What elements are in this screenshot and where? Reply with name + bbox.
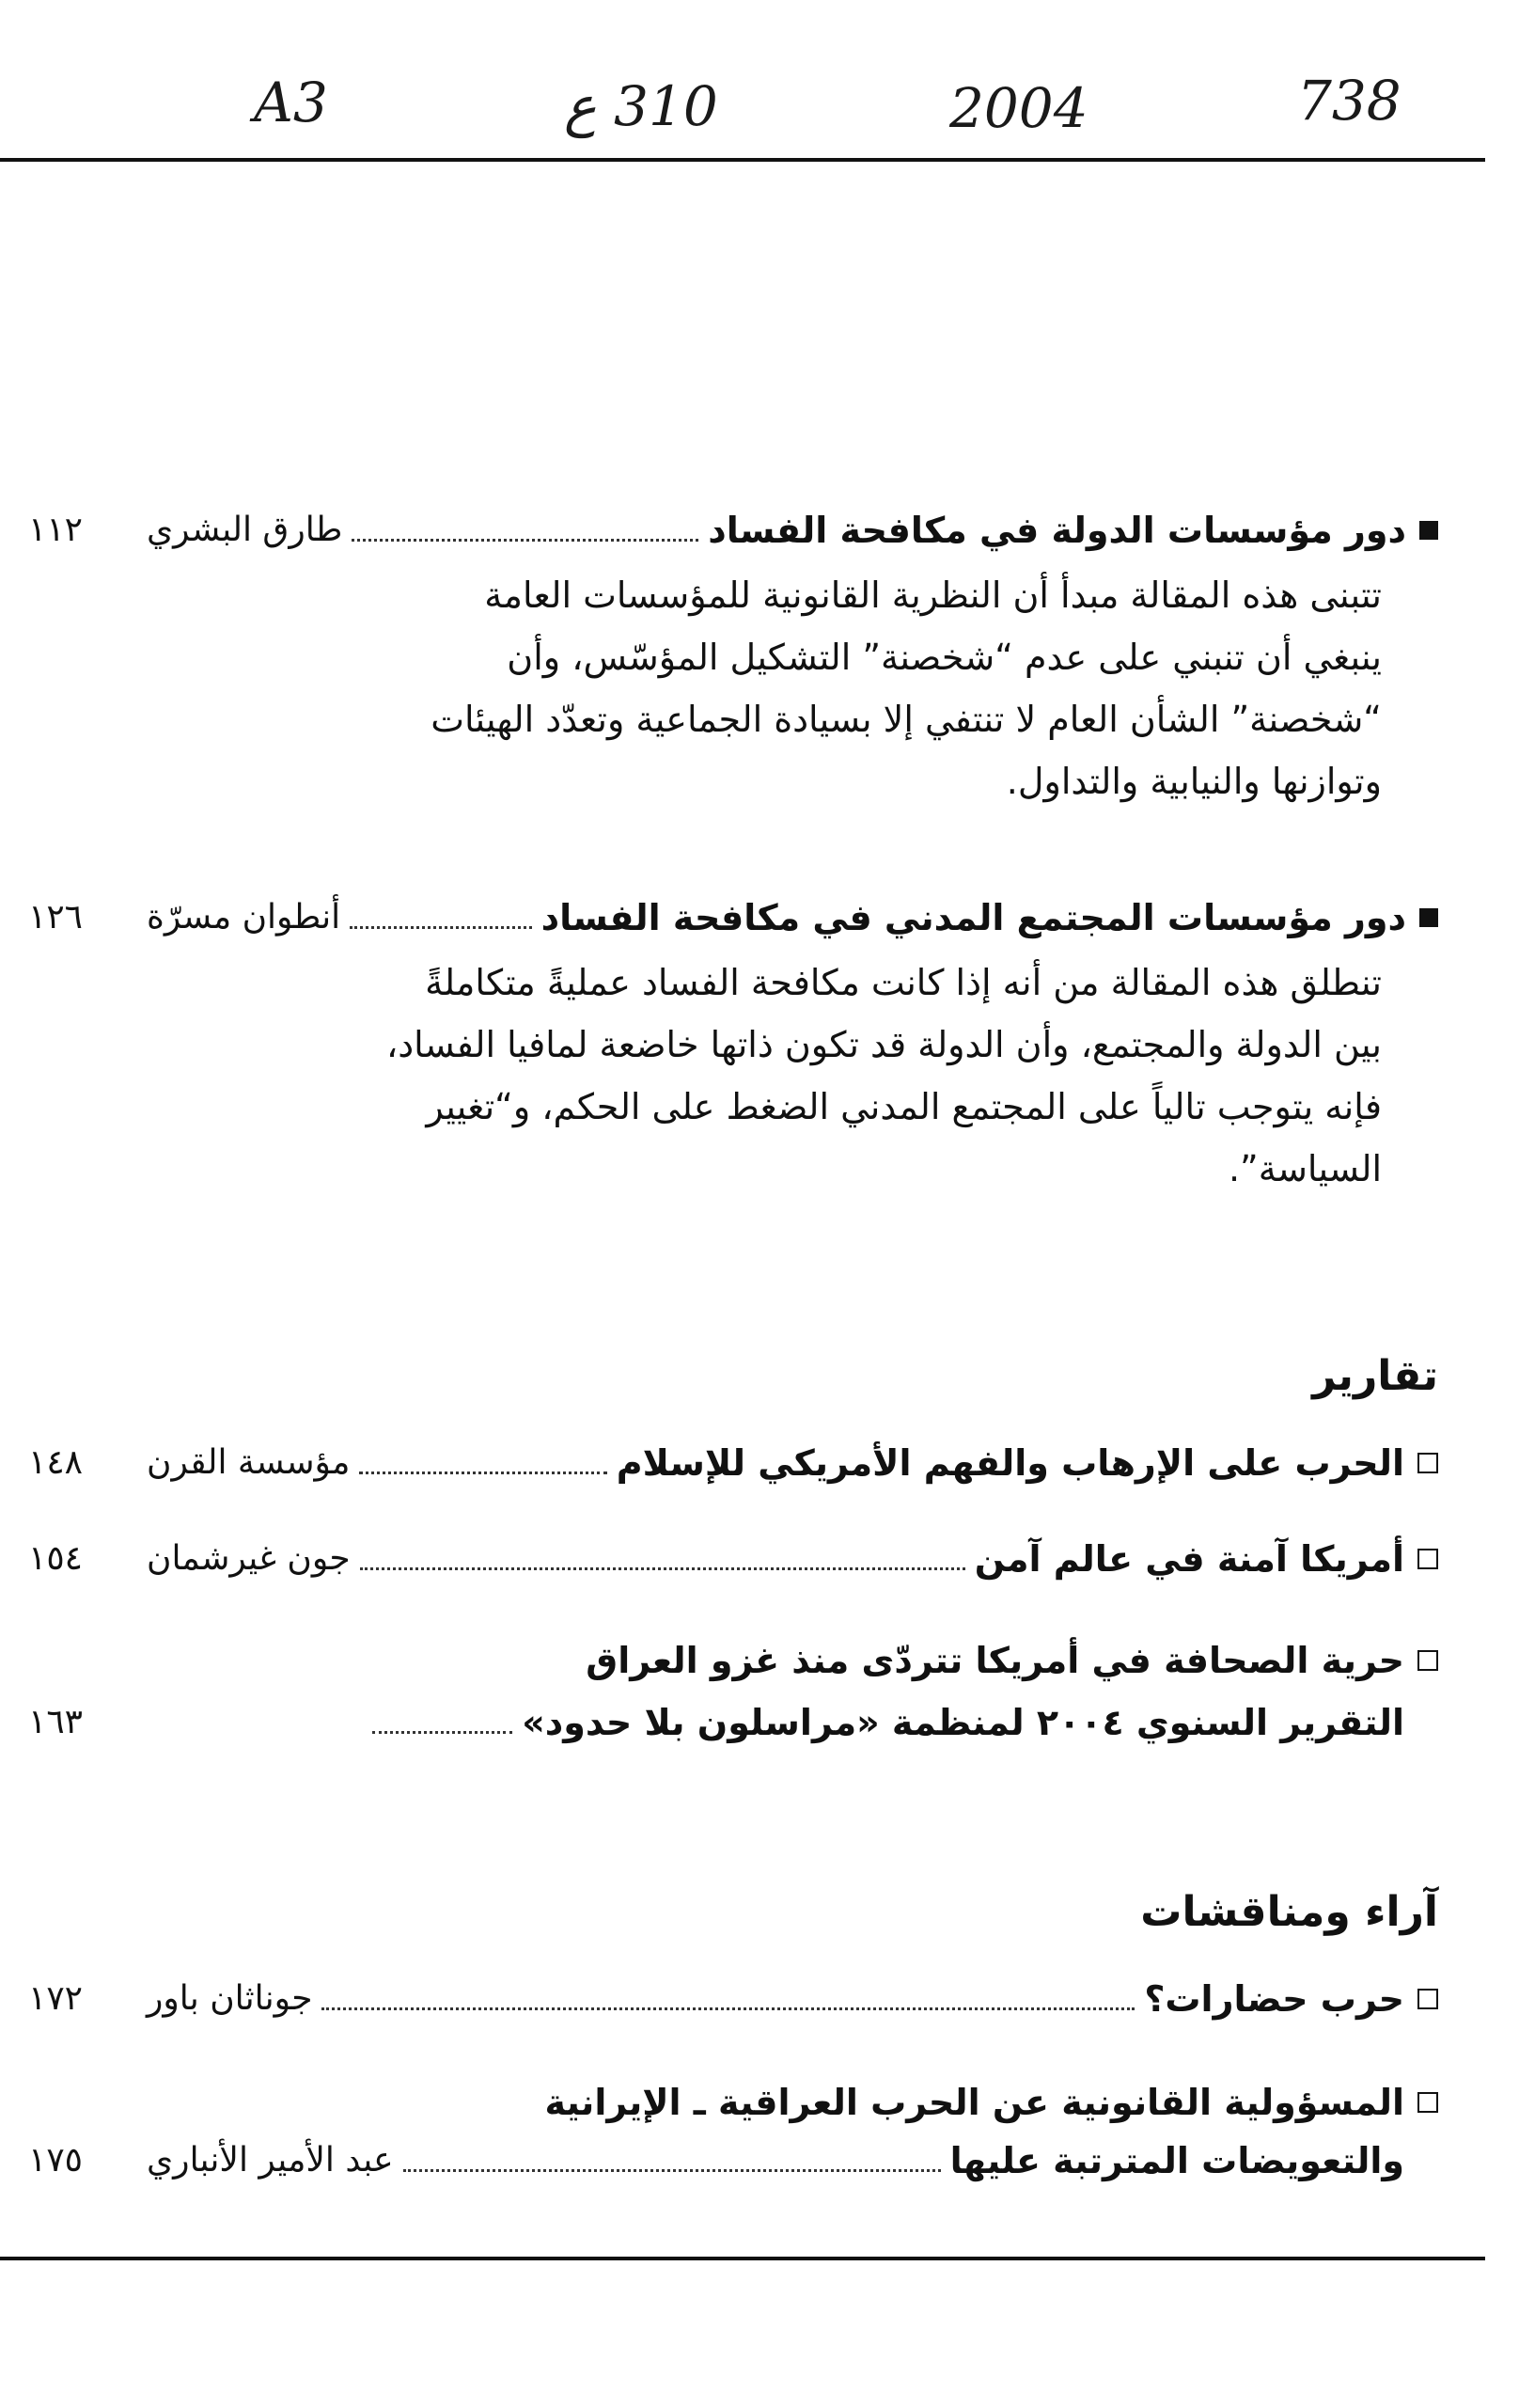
handwritten-mark-738: 738 <box>1297 69 1402 133</box>
dot-leader <box>372 1727 512 1734</box>
entry-title: دور مؤسسات الدولة في مكافحة الفساد <box>708 510 1406 551</box>
checkbox-square-icon <box>1417 1549 1438 1569</box>
dot-leader <box>352 535 698 542</box>
report-item <box>28 1535 1438 1583</box>
handwritten-mark-310: 310 ع <box>564 74 718 138</box>
opinion-author: عبد الأمير الأنباري <box>147 2141 394 2180</box>
opinion-item <box>28 1975 1438 2023</box>
opinion-page-number: ١٧٥ <box>28 2141 84 2180</box>
section-heading-reports: تقارير <box>1312 1352 1438 1400</box>
report-line <box>28 1698 1438 1747</box>
abstract-line: بين الدولة والمجتمع، وأن الدولة قد تكون ذاتها خاضعة لمافيا الفساد، <box>385 1024 1382 1065</box>
opinion-line <box>28 1975 1438 2023</box>
entry-author: طارق البشري <box>147 511 343 549</box>
report-title: الحرب على الإرهاب والفهم الأمريكي للإسلام <box>616 1442 1404 1484</box>
abstract-line: تنطلق هذه المقالة من أنه إذا كانت مكافحة الفساد عمليةً متكاملةً <box>425 962 1382 1003</box>
handwritten-mark-a3: A3 <box>254 71 328 134</box>
black-square-bullet-icon <box>1419 908 1438 927</box>
report-line <box>28 1636 1438 1685</box>
toc-entry-civil-society <box>28 893 1438 1200</box>
report-title-line-2: التقرير السنوي ٢٠٠٤ لمنظمة «مراسلون بلا حدود» <box>522 1702 1404 1743</box>
dot-leader <box>359 1468 606 1474</box>
report-author: جون غيرشمان <box>147 1539 351 1578</box>
opinion-item <box>28 2078 1438 2185</box>
abstract-line: فإنه يتوجب تالياً على المجتمع المدني الضغط على الحكم، و“تغيير <box>426 1086 1382 1127</box>
opinion-title-line-1: المسؤولية القانونية عن الحرب العراقية ـ الإيرانية <box>544 2082 1404 2123</box>
opinion-title-line-2: والتعويضات المترتبة عليها <box>949 2140 1404 2181</box>
dot-leader <box>350 922 531 929</box>
report-line <box>28 1535 1438 1583</box>
toc-entry-state-institutions <box>28 506 1438 812</box>
bottom-rule <box>0 2257 1485 2260</box>
entry-heading-line <box>28 506 1438 555</box>
checkbox-square-icon <box>1417 1650 1438 1671</box>
entry-heading-line <box>28 893 1438 942</box>
checkbox-square-icon <box>1417 1453 1438 1473</box>
entry-abstract <box>56 564 1382 812</box>
section-heading-opinions: آراء ومناقشات <box>1140 1888 1438 1936</box>
abstract-line: السياسة”. <box>1228 1148 1382 1189</box>
indent-spacer <box>1417 1712 1438 1733</box>
dot-leader <box>360 1564 965 1570</box>
report-item <box>28 1439 1438 1487</box>
report-page-number: ١٦٣ <box>28 1703 84 1741</box>
black-square-bullet-icon <box>1419 521 1438 540</box>
abstract-line: تتبنى هذه المقالة مبدأ أن النظرية القانونية للمؤسسات العامة <box>484 574 1382 616</box>
report-title: أمريكا آمنة في عالم آمن <box>974 1538 1404 1580</box>
opinion-line <box>28 2078 1438 2127</box>
handwritten-mark-year: 2004 <box>949 76 1088 140</box>
entry-title: دور مؤسسات المجتمع المدني في مكافحة الفساد <box>540 897 1406 938</box>
entry-page-number: ١٢٦ <box>28 898 84 936</box>
checkbox-square-icon <box>1417 1989 1438 2009</box>
report-author: مؤسسة القرن <box>147 1443 351 1482</box>
entry-page-number: ١١٢ <box>28 511 84 549</box>
entry-author: أنطوان مسرّة <box>147 898 341 936</box>
report-title-line-1: حرية الصحافة في أمريكا تتردّى منذ غزو العراق <box>586 1640 1404 1681</box>
abstract-line: وتوازنها والنيابية والتداول. <box>1006 761 1382 802</box>
report-page-number: ١٤٨ <box>28 1443 84 1482</box>
indent-spacer <box>1417 2150 1438 2171</box>
abstract-line: ينبغي أن تنبني على عدم “شخصنة” التشكيل المؤسّس، وأن <box>507 637 1382 678</box>
dot-leader <box>403 2165 941 2172</box>
report-item <box>28 1636 1438 1747</box>
report-page-number: ١٥٤ <box>28 1539 84 1578</box>
opinion-page-number: ١٧٢ <box>28 1979 84 2018</box>
checkbox-square-icon <box>1417 2092 1438 2113</box>
opinion-title: حرب حضارات؟ <box>1144 1978 1404 2020</box>
dot-leader <box>321 2004 1135 2010</box>
abstract-line: “شخصنة” الشأن العام لا تنتفي إلا بسيادة الجماعية وتعدّد الهيئات <box>431 699 1382 740</box>
opinion-author: جوناثان باور <box>147 1979 313 2018</box>
top-rule <box>0 158 1485 162</box>
report-line <box>28 1439 1438 1487</box>
entry-abstract <box>56 952 1382 1200</box>
opinion-line <box>28 2136 1438 2185</box>
